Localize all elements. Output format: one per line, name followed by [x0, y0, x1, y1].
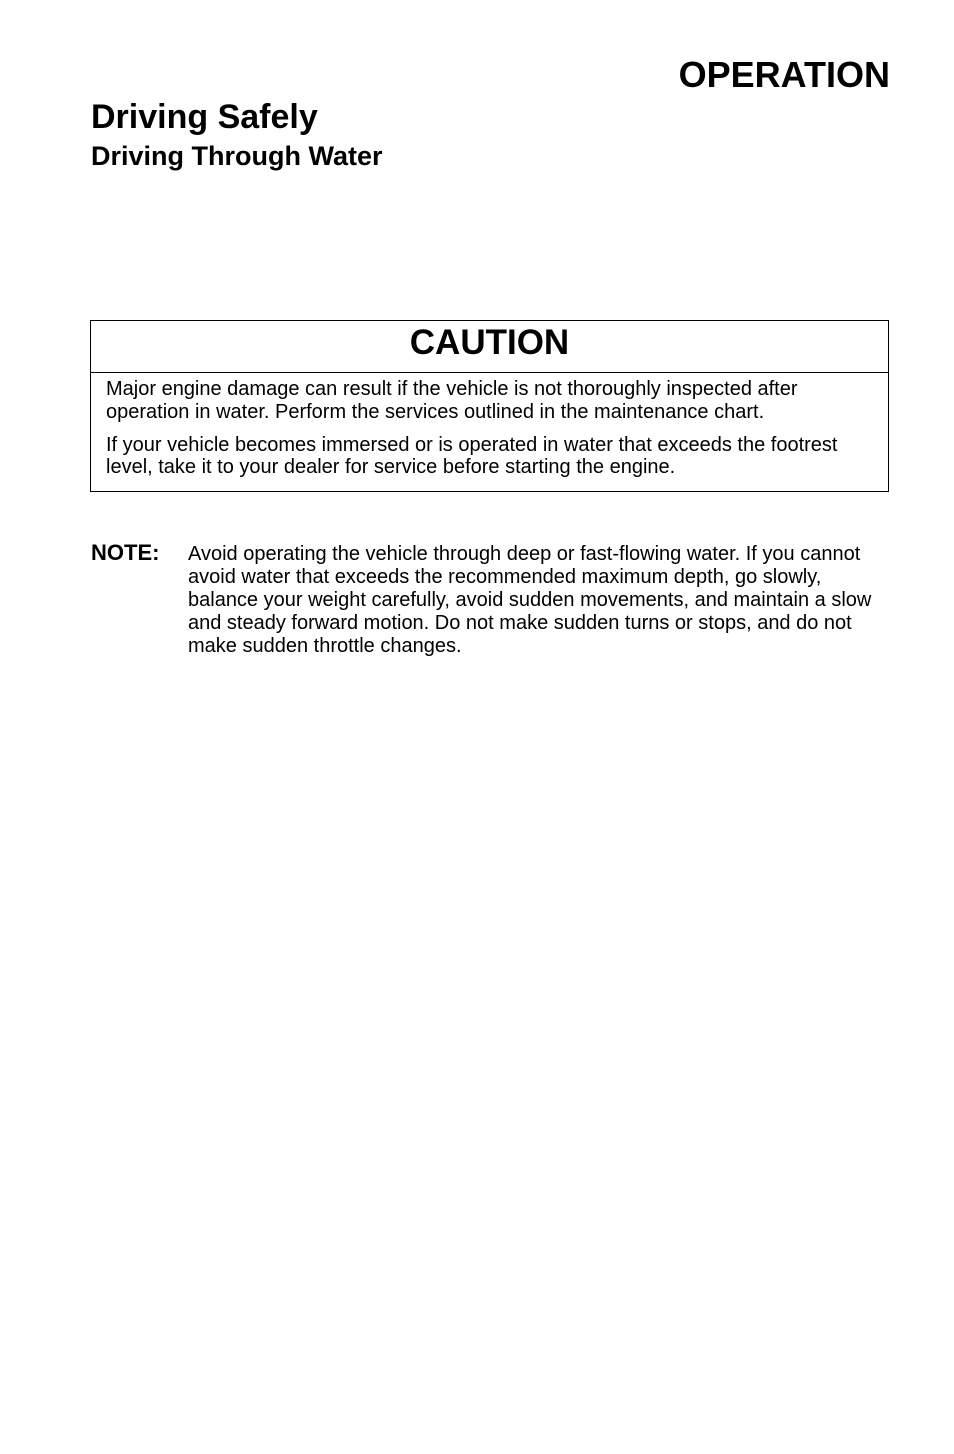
caution-box: [90, 320, 889, 492]
caution-heading: CAUTION: [91, 321, 888, 373]
page-subtitle: Driving Through Water: [91, 141, 383, 171]
note-block: [91, 541, 891, 658]
caution-paragraph-inspection: Major engine damage can result if the vehicle is not thoroughly inspected after operation in water. Perform the services outlined in the maintenance chart.: [106, 378, 798, 423]
caution-body: [91, 373, 888, 491]
note-text: Avoid operating the vehicle through deep or fast-flowing water. If you cannot avoid water that exceeds the recommended maximum depth, go slowly, balance your weight carefully, avoid sudden movements, and maintain a slow and steady forward motion. Do not make sudden turns or stops, and do not make sudden throttle changes.: [188, 543, 872, 657]
section-header: OPERATION: [678, 54, 890, 95]
note-label: NOTE:: [91, 540, 160, 565]
page-title: Driving Safely: [91, 98, 318, 136]
caution-paragraph-immersion: If your vehicle becomes immersed or is operated in water that exceeds the footrest level, take it to your dealer for service before starting the engine.: [106, 433, 838, 479]
